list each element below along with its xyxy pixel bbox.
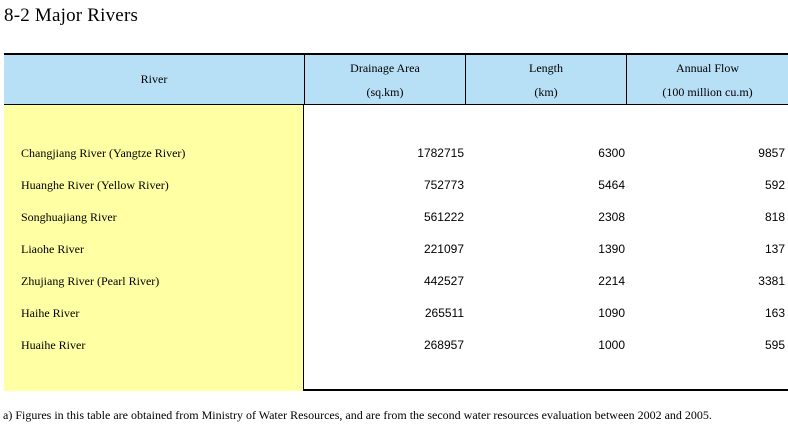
table-row bbox=[4, 240, 788, 260]
river-name: Huaihe River bbox=[21, 338, 86, 352]
header-drainage-area: Drainage Area (sq.km) bbox=[304, 55, 465, 104]
table-row bbox=[4, 272, 788, 292]
drainage-area-value: 221097 bbox=[423, 242, 464, 256]
table-row bbox=[4, 144, 788, 164]
river-name: Changjiang River (Yangtze River) bbox=[21, 146, 186, 160]
river-name: Liaohe River bbox=[21, 242, 84, 256]
river-name: Haihe River bbox=[21, 306, 80, 320]
drainage-area-value: 1782715 bbox=[417, 146, 464, 160]
annual-flow-value: 9857 bbox=[758, 146, 785, 160]
drainage-area-value: 442527 bbox=[423, 274, 464, 288]
annual-flow-value: 592 bbox=[764, 178, 785, 192]
length-value: 5464 bbox=[598, 178, 625, 192]
river-name: Songhuajiang River bbox=[21, 210, 117, 224]
header-river: River bbox=[140, 72, 168, 86]
drainage-area-value: 265511 bbox=[424, 306, 464, 320]
length-value: 1090 bbox=[598, 306, 625, 320]
length-value: 2308 bbox=[598, 210, 625, 224]
annual-flow-value: 595 bbox=[764, 338, 785, 352]
annual-flow-value: 163 bbox=[764, 306, 785, 320]
table-row bbox=[4, 336, 788, 356]
header-length: Length (km) bbox=[465, 55, 626, 104]
annual-flow-value: 818 bbox=[764, 210, 785, 224]
table-header bbox=[4, 55, 788, 105]
river-name: Zhujiang River (Pearl River) bbox=[21, 274, 160, 288]
header-annual-flow: Annual Flow (100 million cu.m) bbox=[626, 55, 788, 104]
length-value: 1000 bbox=[598, 338, 625, 352]
page-title: 8-2 Major Rivers bbox=[4, 5, 139, 26]
length-value: 2214 bbox=[598, 274, 625, 288]
footnote: a) Figures in this table are obtained from Ministry of Water Resources, and are from the second water resources evaluation between 2002 and 2005. bbox=[3, 408, 712, 422]
annual-flow-value: 137 bbox=[764, 242, 785, 256]
drainage-area-value: 752773 bbox=[423, 178, 464, 192]
table-row bbox=[4, 176, 788, 196]
table-row bbox=[4, 208, 788, 228]
rivers-table bbox=[4, 53, 788, 391]
drainage-area-value: 268957 bbox=[423, 338, 464, 352]
river-name: Huanghe River (Yellow River) bbox=[21, 178, 169, 192]
length-value: 1390 bbox=[598, 242, 625, 256]
annual-flow-value: 3381 bbox=[758, 274, 785, 288]
length-value: 6300 bbox=[598, 146, 625, 160]
table-row bbox=[4, 304, 788, 324]
drainage-area-value: 561222 bbox=[423, 210, 464, 224]
